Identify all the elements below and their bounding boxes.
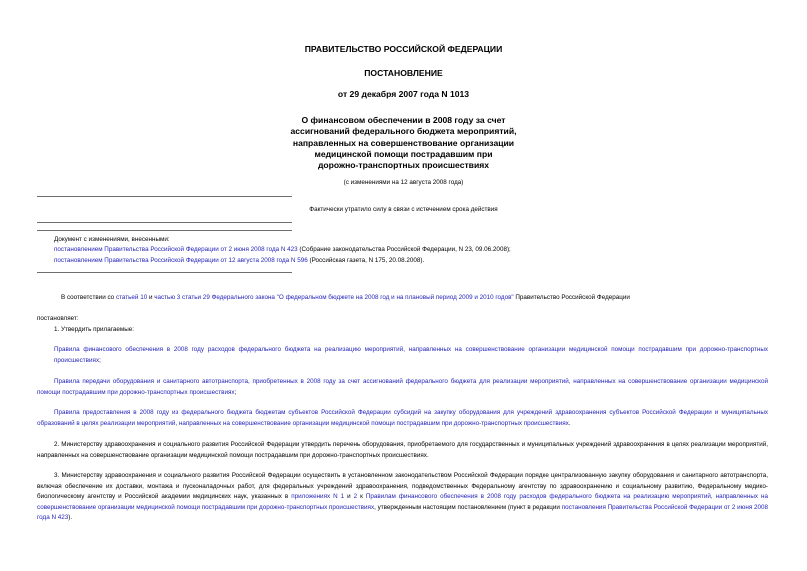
subject-line: медицинской помощи пострадавшим при [314, 148, 493, 159]
rule-punct: . [568, 419, 571, 427]
divider [37, 222, 292, 223]
preamble-text: Правительство Российской Федерации [513, 294, 630, 301]
change-link[interactable]: постановлением Правительства Российской Федерации от 2 июня 2008 года N 423 [54, 246, 298, 253]
appendix-2-link[interactable]: 2 [353, 493, 358, 501]
rule-link[interactable]: Правила предоставления в 2008 году из федерального бюджета бюджетам субъектов Российской Федерации субсидий на закупку оборудования для учреждений здравоохранения субъектов Российской Федерации и муниципальных образований в целях реализации мероприятий, направленных на совершенствование организации медицинской помощи пострадавшим при дорожно-транспортных происшествиях [37, 409, 768, 427]
amending-resolution-link[interactable]: постановления Правительства Российской Федерации от 2 июня 2008 года N 423 [37, 503, 768, 522]
divider [37, 272, 292, 273]
subject-line: направленных на совершенствование организации [292, 137, 515, 148]
rule-item [37, 377, 768, 398]
preamble-text: и [147, 294, 155, 301]
preamble [61, 293, 630, 304]
law-article-link[interactable]: статьей 10 [115, 294, 148, 301]
amendments-note: (с изменениями на 12 августа 2008 года) [343, 179, 464, 186]
change-link[interactable]: постановлением Правительства Российской Федерации от 12 августа 2008 года N 596 [54, 257, 308, 264]
point-3-text: 3. Министерству здравоохранения и социального развития Российской Федерации осуществить в установленном законодательством Российской Федерации порядке централизованную закупку оборудования и санитарного автотранспорта, включая обеспечение их доставки, монтажа и пусконаладочных работ, для федеральных учреждений здравоохранения, подведомственных Федеральному агентству по здравоохранению и социальному развитию, Федеральному медико-биологическому агентству и Российской академии медицинских наук, указанных в [37, 472, 768, 501]
financing-rules-link[interactable]: Правилам финансового обеспечения в 2008 году расходов федерального бюджета на реализацию мероприятий, направленных на совершенствование организации медицинской помощи пострадавшим при дорожно-транспортных происшествиях [37, 493, 768, 511]
document-subject [0, 115, 807, 171]
point-3-text: ). [68, 514, 73, 522]
document-type: ПОСТАНОВЛЕНИЕ [364, 68, 443, 78]
change-source: (Собрание законодательства Российской Федерации, N 23, 09.06.2008); [297, 246, 511, 253]
federal-law-link[interactable]: частью 3 статьи 29 Федерального закона "О федеральном бюджете на 2008 год и на плановый период 2009 и 2010 годов" [154, 294, 514, 301]
divider [37, 196, 292, 197]
subject-line: дорожно-транспортных происшествиях [317, 160, 490, 171]
point-1: 1. Утвердить прилагаемые: [54, 326, 134, 333]
preamble-text: В соответствии со [61, 294, 116, 301]
decides-text: постановляет: [37, 315, 79, 322]
government-title: ПРАВИТЕЛЬСТВО РОССИЙСКОЙ ФЕДЕРАЦИИ [304, 44, 503, 54]
point-3-text: к [357, 493, 366, 501]
change-item [54, 256, 424, 267]
subject-line: О финансовом обеспечении в 2008 году за счет [301, 115, 506, 125]
point-2: 2. Министерству здравоохранения и социального развития Российской Федерации утвердить перечень оборудования, приобретаемого для государственных и муниципальных учреждений здравоохранения в целях реализации мероприятий, направленных на совершенствование организации медицинской помощи пострадавшим при дорожно-транспортных происшествиях. [37, 441, 768, 459]
rule-item [54, 345, 768, 366]
document-date-number: от 29 декабря 2007 года N 1013 [337, 89, 470, 99]
status-note: Фактически утратило силу в связи с истечением срока действия [309, 206, 498, 213]
rule-item [37, 408, 768, 429]
divider [37, 230, 292, 231]
point-3-text: и [344, 493, 354, 501]
changes-intro: Документ с изменениями, внесенными: [54, 236, 170, 243]
rule-punct: ; [99, 356, 101, 364]
rule-link[interactable]: Правила финансового обеспечения в 2008 году расходов федерального бюджета на реализацию мероприятий, направленных на совершенствование организации медицинской помощи пострадавшим при дорожно-транспортных происшествиях [54, 346, 768, 364]
point-3 [37, 471, 768, 524]
rule-link[interactable]: Правила передачи оборудования и санитарного автотранспорта, приобретенных в 2008 году за счет ассигнований федерального бюджета для реализации мероприятий, направленных на совершенствование организации медицинской помощи пострадавшим при дорожно-транспортных происшествиях [37, 378, 768, 396]
point-3-text: , утвержденным настоящим постановлением (пункт в редакции [374, 503, 562, 511]
change-item [54, 245, 511, 256]
rule-punct: ; [234, 388, 237, 396]
appendix-1-link[interactable]: приложениях N 1 [291, 493, 345, 501]
change-source: (Российская газета, N 175, 20.08.2008). [307, 257, 425, 264]
subject-line: ассигнований федерального бюджета мероприятий, [290, 126, 517, 137]
